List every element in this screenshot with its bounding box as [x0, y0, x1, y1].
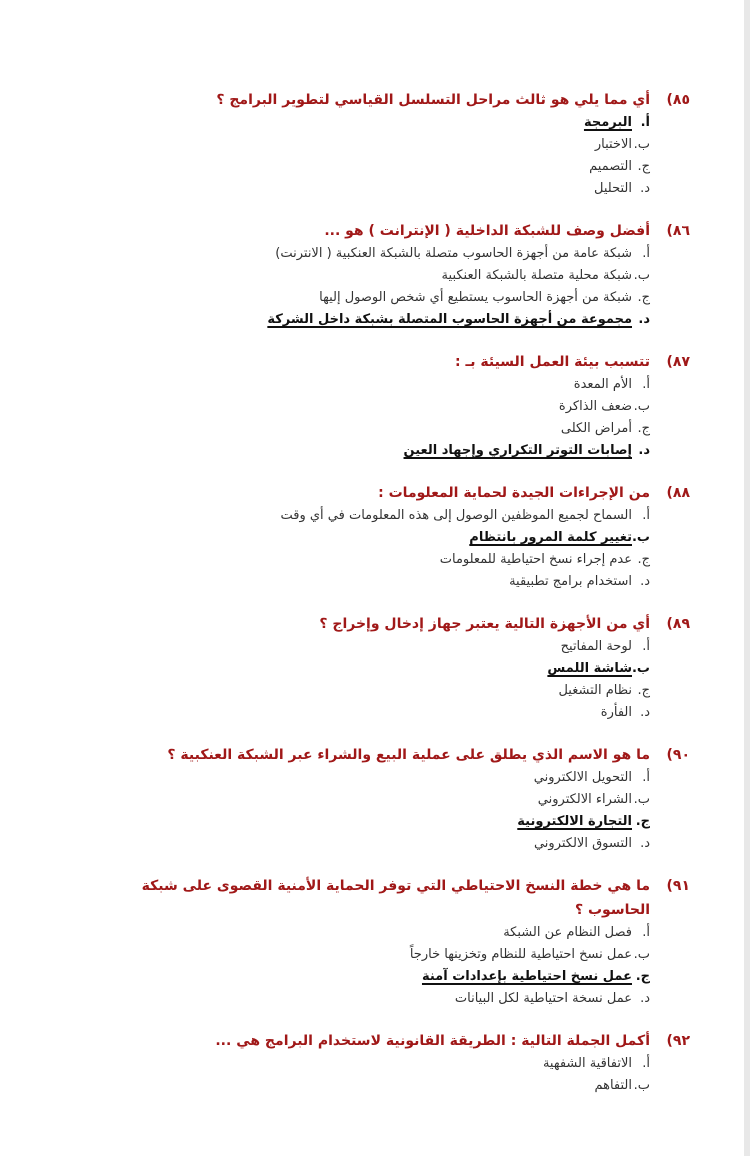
option-text: الاتفاقية الشفهية [542, 1056, 632, 1071]
question-item [130, 874, 690, 1010]
question-header [130, 874, 690, 922]
question-item [130, 743, 690, 855]
option-letter: د. [638, 443, 650, 458]
answer-option [130, 922, 650, 944]
option-text: السماح لجميع الموظفين الوصول إلى هذه المعلومات في أي وقت [280, 508, 632, 523]
answer-option [130, 505, 650, 527]
option-text: لوحة المفاتيح [560, 639, 632, 654]
answer-option [130, 549, 650, 571]
question-text: أي من الأجهزة التالية يعتبر جهاز إدخال وإخراج ؟ [319, 616, 650, 632]
option-letter: أ. [640, 115, 650, 130]
correct-option [130, 112, 650, 134]
exam-sheet [130, 88, 690, 1116]
question-number: ٨٦) [666, 223, 690, 239]
question-text: أكمل الجملة التالية : الطريقة القانونية لاستخدام البرامج هي ... [215, 1033, 650, 1049]
question-number: ٩٢) [666, 1033, 690, 1049]
question-item [130, 350, 690, 462]
option-letter: ب. [631, 661, 650, 676]
answer-option [130, 374, 650, 396]
answer-option [130, 156, 650, 178]
option-text: أمراض الكلى [560, 421, 632, 436]
question-header [130, 1029, 690, 1053]
option-text: مجموعة من أجهزة الحاسوب المتصلة بشبكة داخل الشركة [267, 312, 632, 327]
answer-option [130, 243, 650, 265]
answer-option [130, 944, 650, 966]
answer-option [130, 636, 650, 658]
options-list [130, 636, 650, 724]
options-list [130, 505, 650, 593]
question-item [130, 219, 690, 331]
options-list [130, 767, 650, 855]
option-letter: ب. [633, 399, 650, 414]
answer-option [130, 418, 650, 440]
option-text: التسوق الالكتروني [533, 836, 632, 851]
answer-option [130, 1075, 650, 1097]
option-text: شبكة محلية متصلة بالشبكة العنكبية [441, 268, 632, 283]
options-list [130, 922, 650, 1010]
option-letter: ب. [633, 268, 650, 283]
option-text: عدم إجراء نسخ احتياطية للمعلومات [439, 552, 632, 567]
question-item [130, 88, 690, 200]
option-text: البرمجة [583, 115, 632, 130]
answer-option [130, 571, 650, 593]
option-letter: ج. [637, 552, 650, 567]
question-number: ٩١) [666, 878, 690, 894]
option-text: التحويل الالكتروني [533, 770, 632, 785]
option-letter: أ. [642, 246, 650, 261]
options-list [130, 374, 650, 462]
answer-option [130, 287, 650, 309]
option-text: عمل نسخ احتياطية للنظام وتخزينها خارجاً [409, 947, 632, 962]
option-text: التصميم [589, 159, 632, 174]
question-header [130, 88, 690, 112]
correct-option [130, 440, 650, 462]
question-number: ٨٥) [666, 92, 690, 108]
correct-option [130, 966, 650, 988]
question-text: أي مما يلي هو ثالث مراحل التسلسل القياسي لتطوير البرامج ؟ [216, 92, 650, 108]
option-text: ضعف الذاكرة [558, 399, 632, 414]
option-letter: أ. [642, 1056, 650, 1071]
option-text: إصابات التوتر التكراري وإجهاد العين [403, 443, 632, 458]
option-letter: د. [640, 705, 650, 720]
option-text: الشراء الالكتروني [537, 792, 632, 807]
option-letter: أ. [642, 377, 650, 392]
answer-option [130, 789, 650, 811]
option-text: الأم المعدة [573, 377, 632, 392]
option-letter: ب. [631, 530, 650, 545]
question-number: ٨٧) [666, 354, 690, 370]
option-text: شبكة عامة من أجهزة الحاسوب متصلة بالشبكة العنكبية ( الانترنت) [275, 246, 632, 261]
option-text: التحليل [594, 181, 632, 196]
option-letter: أ. [642, 508, 650, 523]
question-text: ما هو الاسم الذي يطلق على عملية البيع والشراء عبر الشبكة العنكبية ؟ [167, 747, 650, 763]
option-letter: ب. [633, 137, 650, 152]
option-letter: ج. [637, 159, 650, 174]
correct-option [130, 309, 650, 331]
question-header [130, 219, 690, 243]
option-text: شبكة من أجهزة الحاسوب يستطيع أي شخص الوصول إليها [319, 290, 632, 305]
option-letter: ج. [637, 290, 650, 305]
option-letter: أ. [642, 925, 650, 940]
option-text: الاختبار [594, 137, 632, 152]
question-item [130, 481, 690, 593]
answer-option [130, 1053, 650, 1075]
option-letter: د. [640, 836, 650, 851]
correct-option [130, 527, 650, 549]
options-list [130, 243, 650, 331]
question-number: ٨٨) [666, 485, 690, 501]
option-text: فصل النظام عن الشبكة [503, 925, 632, 940]
option-text: الفأرة [600, 705, 632, 720]
option-text: عمل نسخ احتياطية بإعدادات آمنة [421, 969, 632, 984]
option-letter: د. [640, 991, 650, 1006]
answer-option [130, 680, 650, 702]
question-item [130, 612, 690, 724]
answer-option [130, 178, 650, 200]
question-text: ما هي خطة النسخ الاحتياطي التي توفر الحماية الأمنية القصوى على شبكة الحاسوب ؟ [141, 878, 650, 918]
answer-option [130, 833, 650, 855]
answer-option [130, 988, 650, 1010]
answer-option [130, 702, 650, 724]
question-number: ٨٩) [666, 616, 690, 632]
option-text: تغيير كلمة المرور بانتظام [469, 530, 632, 545]
question-number: ٩٠) [666, 747, 690, 763]
option-letter: أ. [642, 639, 650, 654]
option-text: التجارة الالكترونية [517, 814, 632, 829]
option-letter: د. [640, 181, 650, 196]
option-letter: ج. [637, 421, 650, 436]
option-letter: ج. [635, 969, 650, 984]
option-text: شاشة اللمس [547, 661, 632, 676]
option-letter: ب. [633, 947, 650, 962]
page-edge [744, 0, 750, 1156]
option-text: عمل نسخة احتياطية لكل البيانات [454, 991, 632, 1006]
answer-option [130, 134, 650, 156]
question-header [130, 481, 690, 505]
question-header [130, 743, 690, 767]
correct-option [130, 811, 650, 833]
option-letter: أ. [642, 770, 650, 785]
option-text: التفاهم [594, 1078, 632, 1093]
option-text: نظام التشغيل [558, 683, 632, 698]
option-letter: د. [640, 574, 650, 589]
correct-option [130, 658, 650, 680]
option-letter: ج. [637, 683, 650, 698]
question-text: من الإجراءات الجيدة لحماية المعلومات : [378, 485, 650, 501]
option-letter: ج. [635, 814, 650, 829]
option-text: استخدام برامج تطبيقية [509, 574, 632, 589]
options-list [130, 1053, 650, 1097]
options-list [130, 112, 650, 200]
answer-option [130, 767, 650, 789]
question-header [130, 350, 690, 374]
option-letter: ب. [633, 1078, 650, 1093]
question-text: تتسبب بيئة العمل السيئة بـ : [454, 354, 650, 370]
question-text: أفضل وصف للشبكة الداخلية ( الإنترانت ) هو ... [324, 223, 650, 239]
question-header [130, 612, 690, 636]
option-letter: د. [638, 312, 650, 327]
question-item [130, 1029, 690, 1097]
answer-option [130, 265, 650, 287]
option-letter: ب. [633, 792, 650, 807]
answer-option [130, 396, 650, 418]
